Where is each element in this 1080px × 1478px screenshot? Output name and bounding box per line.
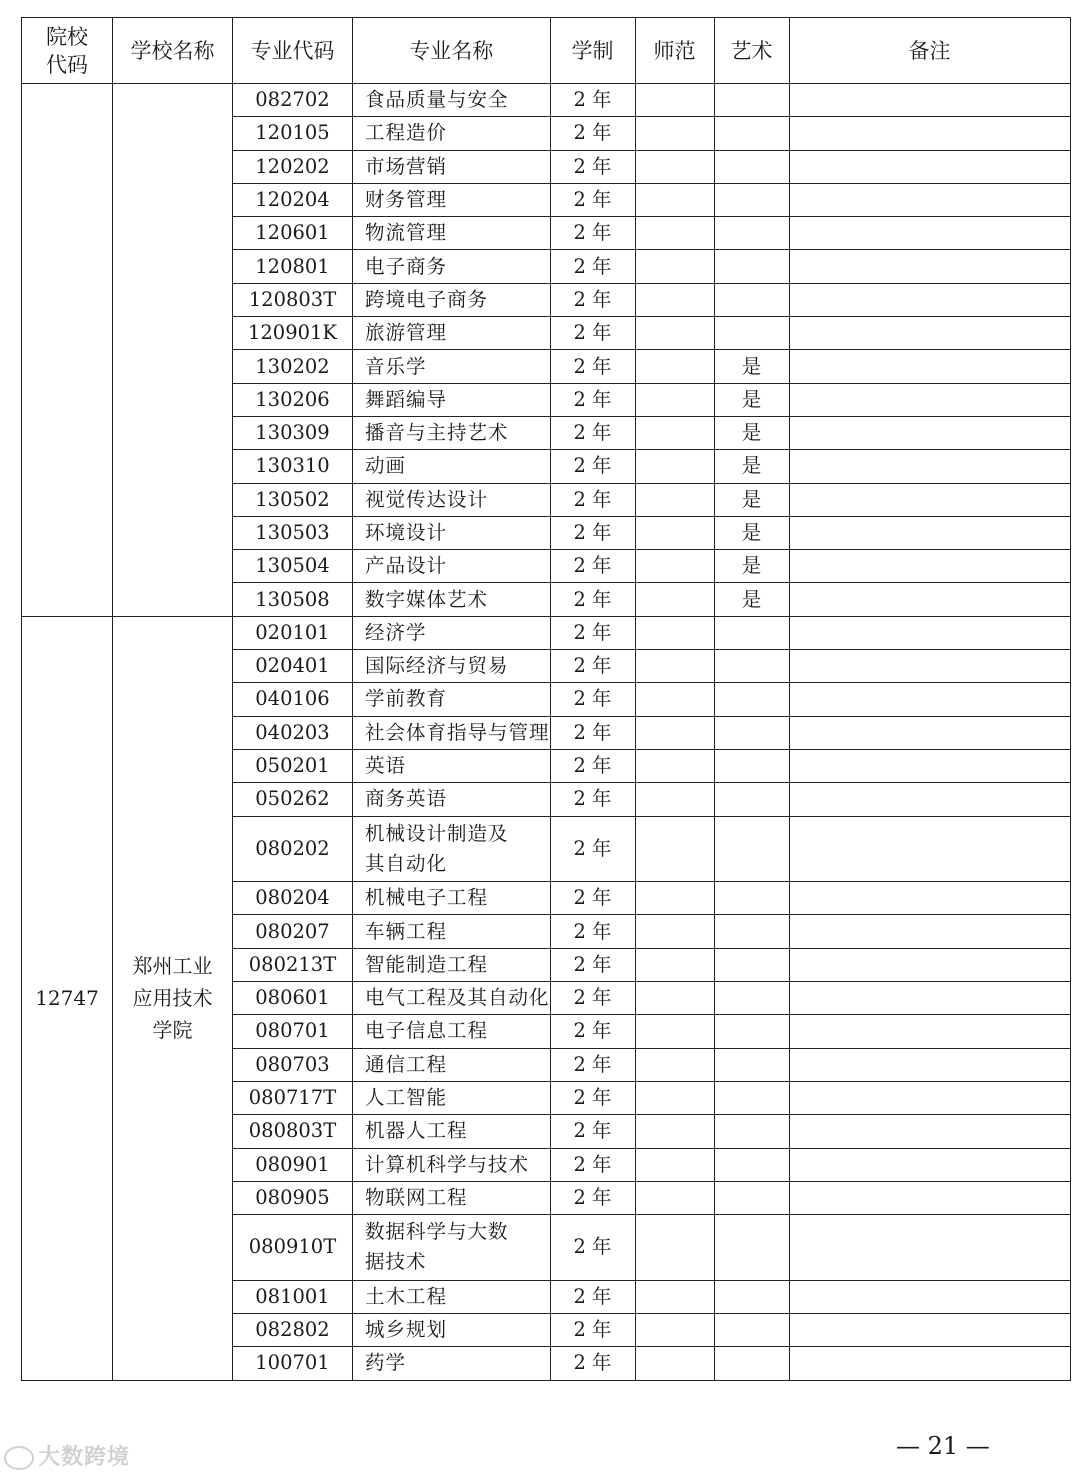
years-cell: 2 年: [550, 915, 635, 948]
normal-cell: [635, 1048, 714, 1081]
watermark-logo-icon: [4, 1446, 34, 1470]
normal-cell: [635, 1148, 714, 1181]
years-cell: 2 年: [550, 483, 635, 516]
major-code-cell: 120801: [233, 250, 353, 283]
major-name-cell: 播音与主持艺术: [353, 416, 551, 449]
major-code-cell: 130202: [233, 350, 353, 383]
remarks-cell: [789, 1148, 1070, 1181]
years-cell: 2 年: [550, 550, 635, 583]
remarks-cell: [789, 783, 1070, 816]
major-name-cell: 土木工程: [353, 1280, 551, 1313]
header-normal: 师范: [635, 18, 714, 84]
major-name-cell: 市场营销: [353, 150, 551, 183]
art-cell: [714, 1081, 789, 1114]
years-cell: 2 年: [550, 1048, 635, 1081]
years-cell: 2 年: [550, 1081, 635, 1114]
normal-cell: [635, 583, 714, 616]
years-cell: 2 年: [550, 816, 635, 882]
school-name-cell: [113, 616, 233, 1380]
remarks-cell: [789, 84, 1070, 117]
years-cell: 2 年: [550, 450, 635, 483]
years-cell: 2 年: [550, 749, 635, 782]
art-cell: [714, 84, 789, 117]
art-cell: [714, 1148, 789, 1181]
art-cell: [714, 1215, 789, 1281]
years-cell: 2 年: [550, 1347, 635, 1380]
years-cell: 2 年: [550, 383, 635, 416]
normal-cell: [635, 716, 714, 749]
years-cell: 2 年: [550, 616, 635, 649]
years-cell: 2 年: [550, 1148, 635, 1181]
major-code-cell: 120601: [233, 217, 353, 250]
normal-cell: [635, 783, 714, 816]
normal-cell: [635, 1347, 714, 1380]
major-code-cell: 081001: [233, 1280, 353, 1313]
art-cell: [714, 716, 789, 749]
table-body: [22, 84, 1071, 1381]
page-number: — 21 —: [896, 1432, 990, 1460]
school-name-line: 学院: [152, 1018, 193, 1043]
institution-code-cell: [22, 84, 113, 617]
remarks-cell: [789, 1313, 1070, 1346]
normal-cell: [635, 1081, 714, 1114]
major-code-cell: 120202: [233, 150, 353, 183]
header-school-name: 学校名称: [113, 18, 233, 84]
major-name-cell: 机械设计制造及 其自动化: [353, 816, 551, 882]
major-code-cell: 080601: [233, 982, 353, 1015]
major-code-cell: 080202: [233, 816, 353, 882]
major-code-cell: 130310: [233, 450, 353, 483]
normal-cell: [635, 915, 714, 948]
major-code-cell: 130309: [233, 416, 353, 449]
major-name-cell: 社会体育指导与管理: [353, 716, 551, 749]
normal-cell: [635, 183, 714, 216]
years-cell: 2 年: [550, 516, 635, 549]
major-name-cell: 城乡规划: [353, 1313, 551, 1346]
normal-cell: [635, 483, 714, 516]
major-code-cell: 040203: [233, 716, 353, 749]
years-cell: 2 年: [550, 84, 635, 117]
art-cell: [714, 882, 789, 915]
normal-cell: [635, 1115, 714, 1148]
years-cell: 2 年: [550, 350, 635, 383]
remarks-cell: [789, 749, 1070, 782]
remarks-cell: [789, 948, 1070, 981]
art-cell: [714, 117, 789, 150]
major-code-cell: 130503: [233, 516, 353, 549]
art-cell: [714, 317, 789, 350]
header-major-code: 专业代码: [233, 18, 353, 84]
major-name-cell: 药学: [353, 1347, 551, 1380]
years-cell: 2 年: [550, 783, 635, 816]
major-name-cell: 英语: [353, 749, 551, 782]
art-cell: 是: [714, 550, 789, 583]
major-name-cell: 电子商务: [353, 250, 551, 283]
major-name-cell: 电气工程及其自动化: [353, 982, 551, 1015]
major-code-cell: 080905: [233, 1181, 353, 1214]
major-name-cell: 机械电子工程: [353, 882, 551, 915]
major-name-cell: 旅游管理: [353, 317, 551, 350]
major-name-cell: 产品设计: [353, 550, 551, 583]
remarks-cell: [789, 516, 1070, 549]
art-cell: [714, 1347, 789, 1380]
header-major-name: 专业名称: [353, 18, 551, 84]
major-code-cell: 120105: [233, 117, 353, 150]
remarks-cell: [789, 317, 1070, 350]
art-cell: [714, 217, 789, 250]
art-cell: [714, 1048, 789, 1081]
normal-cell: [635, 948, 714, 981]
years-cell: 2 年: [550, 1313, 635, 1346]
major-code-cell: 020101: [233, 616, 353, 649]
major-code-cell: 100701: [233, 1347, 353, 1380]
major-code-cell: 080717T: [233, 1081, 353, 1114]
major-code-cell: 080901: [233, 1148, 353, 1181]
major-code-cell: 082802: [233, 1313, 353, 1346]
remarks-cell: [789, 183, 1070, 216]
remarks-cell: [789, 250, 1070, 283]
normal-cell: [635, 1181, 714, 1214]
normal-cell: [635, 1280, 714, 1313]
major-name-cell: 智能制造工程: [353, 948, 551, 981]
art-cell: [714, 749, 789, 782]
normal-cell: [635, 283, 714, 316]
normal-cell: [635, 450, 714, 483]
normal-cell: [635, 84, 714, 117]
art-cell: [714, 250, 789, 283]
major-name-cell: 人工智能: [353, 1081, 551, 1114]
header-art: 艺术: [714, 18, 789, 84]
normal-cell: [635, 516, 714, 549]
major-name-cell: 跨境电子商务: [353, 283, 551, 316]
major-name-cell: 数据科学与大数 据技术: [353, 1215, 551, 1281]
major-code-cell: 080701: [233, 1015, 353, 1048]
major-code-cell: 020401: [233, 650, 353, 683]
art-cell: 是: [714, 350, 789, 383]
major-code-cell: 130508: [233, 583, 353, 616]
normal-cell: [635, 350, 714, 383]
major-name-cell: 经济学: [353, 616, 551, 649]
years-cell: 2 年: [550, 882, 635, 915]
major-name-cell: 通信工程: [353, 1048, 551, 1081]
remarks-cell: [789, 716, 1070, 749]
major-code-cell: 080213T: [233, 948, 353, 981]
years-cell: 2 年: [550, 716, 635, 749]
normal-cell: [635, 749, 714, 782]
major-name-cell: 物流管理: [353, 217, 551, 250]
major-name-cell: 国际经济与贸易: [353, 650, 551, 683]
years-cell: 2 年: [550, 150, 635, 183]
major-code-cell: 082702: [233, 84, 353, 117]
remarks-cell: [789, 583, 1070, 616]
remarks-cell: [789, 117, 1070, 150]
years-cell: 2 年: [550, 217, 635, 250]
years-cell: 2 年: [550, 1280, 635, 1313]
years-cell: 2 年: [550, 650, 635, 683]
years-cell: 2 年: [550, 683, 635, 716]
header-institution-code: 院校 代码: [22, 18, 113, 84]
art-cell: [714, 1115, 789, 1148]
art-cell: [714, 948, 789, 981]
normal-cell: [635, 982, 714, 1015]
major-name-cell: 商务英语: [353, 783, 551, 816]
years-cell: 2 年: [550, 416, 635, 449]
art-cell: [714, 1181, 789, 1214]
art-cell: [714, 1280, 789, 1313]
major-code-cell: 080703: [233, 1048, 353, 1081]
major-code-cell: 130502: [233, 483, 353, 516]
remarks-cell: [789, 150, 1070, 183]
remarks-cell: [789, 650, 1070, 683]
remarks-cell: [789, 483, 1070, 516]
remarks-cell: [789, 816, 1070, 882]
major-name-cell: 舞蹈编导: [353, 383, 551, 416]
normal-cell: [635, 250, 714, 283]
school-name-line: 郑州工业: [132, 954, 213, 979]
remarks-cell: [789, 683, 1070, 716]
normal-cell: [635, 117, 714, 150]
remarks-cell: [789, 882, 1070, 915]
art-cell: [714, 683, 789, 716]
major-code-cell: 130504: [233, 550, 353, 583]
remarks-cell: [789, 416, 1070, 449]
art-cell: [714, 1015, 789, 1048]
years-cell: 2 年: [550, 948, 635, 981]
normal-cell: [635, 150, 714, 183]
years-cell: 2 年: [550, 317, 635, 350]
art-cell: [714, 783, 789, 816]
remarks-cell: [789, 1181, 1070, 1214]
major-name-cell: 车辆工程: [353, 915, 551, 948]
normal-cell: [635, 217, 714, 250]
major-code-cell: 120803T: [233, 283, 353, 316]
art-cell: [714, 650, 789, 683]
art-cell: [714, 183, 789, 216]
years-cell: 2 年: [550, 183, 635, 216]
remarks-cell: [789, 217, 1070, 250]
remarks-cell: [789, 350, 1070, 383]
header-remarks: 备注: [789, 18, 1070, 84]
years-cell: 2 年: [550, 1015, 635, 1048]
art-cell: [714, 283, 789, 316]
remarks-cell: [789, 283, 1070, 316]
art-cell: 是: [714, 583, 789, 616]
major-name-cell: 动画: [353, 450, 551, 483]
remarks-cell: [789, 550, 1070, 583]
majors-table: [21, 17, 1071, 1381]
major-name-cell: 电子信息工程: [353, 1015, 551, 1048]
art-cell: [714, 1313, 789, 1346]
remarks-cell: [789, 450, 1070, 483]
major-name-cell: 视觉传达设计: [353, 483, 551, 516]
school-name-line: 应用技术: [132, 986, 213, 1011]
major-code-cell: 130206: [233, 383, 353, 416]
major-name-cell: 计算机科学与技术: [353, 1148, 551, 1181]
remarks-cell: [789, 616, 1070, 649]
art-cell: [714, 816, 789, 882]
major-code-cell: 120901K: [233, 317, 353, 350]
normal-cell: [635, 383, 714, 416]
art-cell: 是: [714, 450, 789, 483]
normal-cell: [635, 550, 714, 583]
remarks-cell: [789, 1347, 1070, 1380]
remarks-cell: [789, 1115, 1070, 1148]
remarks-cell: [789, 915, 1070, 948]
art-cell: 是: [714, 483, 789, 516]
normal-cell: [635, 1215, 714, 1281]
major-name-cell: 学前教育: [353, 683, 551, 716]
art-cell: 是: [714, 383, 789, 416]
years-cell: 2 年: [550, 117, 635, 150]
major-name-cell: 数字媒体艺术: [353, 583, 551, 616]
major-name-cell: 财务管理: [353, 183, 551, 216]
major-code-cell: 080803T: [233, 1115, 353, 1148]
school-name-cell: [113, 84, 233, 617]
art-cell: [714, 915, 789, 948]
major-name-cell: 机器人工程: [353, 1115, 551, 1148]
institution-code-cell: 12747: [22, 616, 113, 1380]
art-cell: [714, 982, 789, 1015]
remarks-cell: [789, 1015, 1070, 1048]
header-years: 学制: [550, 18, 635, 84]
remarks-cell: [789, 1048, 1070, 1081]
years-cell: 2 年: [550, 250, 635, 283]
normal-cell: [635, 1015, 714, 1048]
normal-cell: [635, 317, 714, 350]
major-code-cell: 080910T: [233, 1215, 353, 1281]
major-name-cell: 环境设计: [353, 516, 551, 549]
years-cell: 2 年: [550, 1215, 635, 1281]
years-cell: 2 年: [550, 1181, 635, 1214]
major-name-cell: 音乐学: [353, 350, 551, 383]
normal-cell: [635, 616, 714, 649]
art-cell: 是: [714, 516, 789, 549]
years-cell: 2 年: [550, 982, 635, 1015]
remarks-cell: [789, 1081, 1070, 1114]
normal-cell: [635, 882, 714, 915]
major-code-cell: 050201: [233, 749, 353, 782]
normal-cell: [635, 650, 714, 683]
remarks-cell: [789, 1215, 1070, 1281]
remarks-cell: [789, 383, 1070, 416]
major-code-cell: 080207: [233, 915, 353, 948]
remarks-cell: [789, 1280, 1070, 1313]
major-code-cell: 050262: [233, 783, 353, 816]
remarks-cell: [789, 982, 1070, 1015]
normal-cell: [635, 816, 714, 882]
major-name-cell: 食品质量与安全: [353, 84, 551, 117]
normal-cell: [635, 683, 714, 716]
major-name-cell: 工程造价: [353, 117, 551, 150]
art-cell: [714, 150, 789, 183]
years-cell: 2 年: [550, 583, 635, 616]
table-row: [22, 84, 1071, 117]
years-cell: 2 年: [550, 283, 635, 316]
major-code-cell: 120204: [233, 183, 353, 216]
watermark: 大数跨境: [4, 1440, 130, 1471]
table-row: [22, 616, 1071, 649]
normal-cell: [635, 1313, 714, 1346]
art-cell: 是: [714, 416, 789, 449]
major-name-cell: 物联网工程: [353, 1181, 551, 1214]
years-cell: 2 年: [550, 1115, 635, 1148]
normal-cell: [635, 416, 714, 449]
major-code-cell: 080204: [233, 882, 353, 915]
table-header-row: [22, 18, 1071, 84]
major-code-cell: 040106: [233, 683, 353, 716]
art-cell: [714, 616, 789, 649]
